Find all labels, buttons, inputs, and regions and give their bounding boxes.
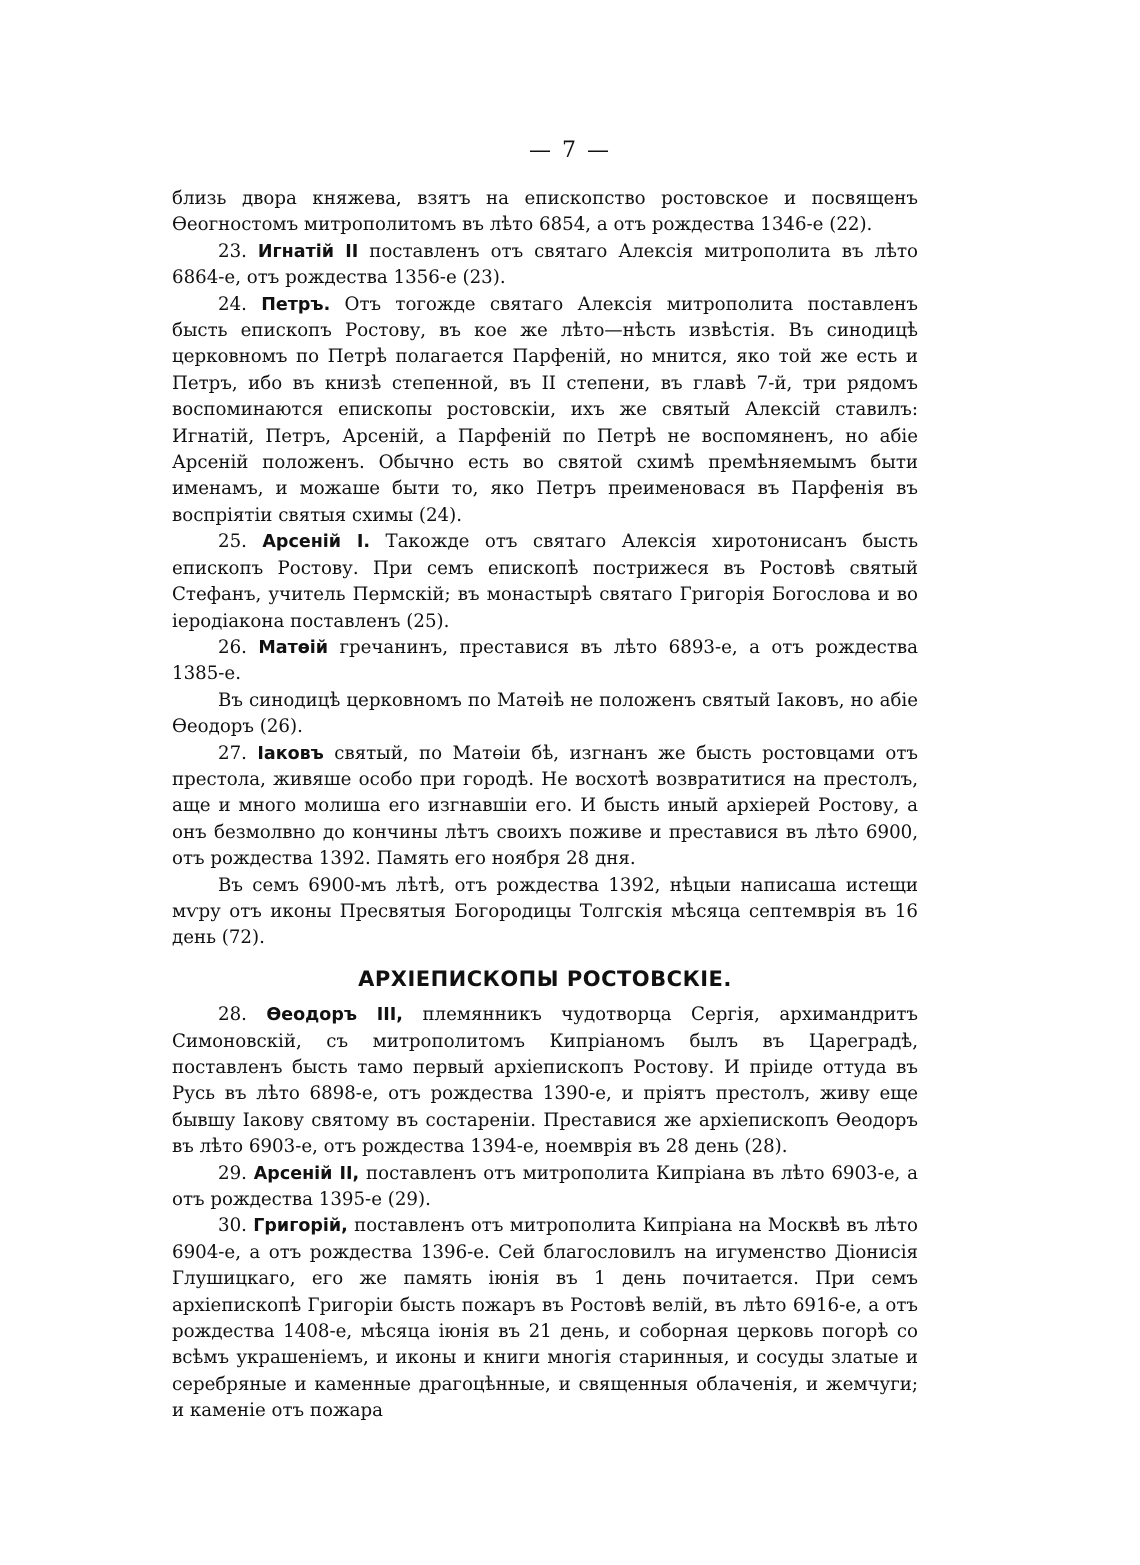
entry-23 — [172, 239, 918, 292]
section-heading: АРХІЕПИСКОПЫ РОСТОВСКІЕ. — [358, 966, 732, 991]
entry-25 — [172, 529, 918, 635]
note-27: Въ семъ 6900-мъ лѣтѣ, отъ рождества 1392, нѣцыи написаша истещи мѵру отъ иконы Пресвятыя Богородицы Толгскія мѣсяца септемврія въ 16 день (72). — [172, 874, 918, 949]
entry-text: Отъ тогожде святаго Алексія митрополита поставленъ бысть епископъ Ростову, въ кое же лѣто—нѣсть извѣстія. Въ синодицѣ церковномъ по Петрѣ полагается Парфеній, но мнится, яко той же есть и Петръ, ибо въ книзѣ степенной, въ II степени, въ главѣ 7-й, три рядомъ воспоминаются епископы ростовскіи, ихъ же святый Алексій ставилъ: Игнатій, Петръ, Арсеній, а Парфеній по Петрѣ не воспомяненъ, но абіе Арсеній положенъ. Обычно есть во святой схимѣ премѣняемымъ быти именамъ, и можаше быти то, яко Петръ преименовася въ Парфенія въ воспріятіи святыя схимы (24). — [172, 293, 918, 526]
entry-30 — [172, 1213, 918, 1424]
entry-text: поставленъ отъ святаго Алексія митрополита въ лѣто 6864-е, отъ рождества 1356-е (23). — [172, 240, 918, 289]
entry-text: гречанинъ, преставися въ лѣто 6893-е, а отъ рождества 1385-е. — [172, 636, 918, 685]
entry-name: Петръ. — [261, 294, 331, 315]
entry-number: 30. — [218, 1215, 247, 1237]
entry-number: 25. — [218, 531, 247, 553]
page-number: — 7 — — [529, 138, 611, 163]
intro-paragraph: близь двора княжева, взятъ на епископство ростовское и посвященъ Өеогностомъ митрополитомъ въ лѣто 6854, а отъ рождества 1346-е (22). — [172, 188, 918, 236]
entry-name: Арсеній II, — [253, 1163, 360, 1184]
entry-26 — [172, 635, 918, 688]
entry-name: Матөій — [258, 637, 329, 658]
entry-number: 28. — [218, 1004, 247, 1026]
entry-number: 27. — [218, 742, 247, 764]
entry-name: Григорій, — [253, 1216, 348, 1237]
entry-29 — [172, 1161, 918, 1214]
entry-name: Өеодоръ III, — [266, 1005, 403, 1026]
entry-text: поставленъ отъ митрополита Кипріана въ лѣто 6903-е, а отъ рождества 1395-е (29). — [172, 1162, 918, 1211]
entry-number: 29. — [218, 1162, 247, 1184]
entry-24 — [172, 292, 918, 530]
entry-text: святый, по Матөіи бѣ, изгнанъ же бысть ростовцами отъ престола, живяше особо при городѣ. Не восхотѣ возвратитися на престолъ, аще и много молиша его изгнавшіи его. И бысть иный архіерей Ростову, а онъ безмолвно до кончины лѣтъ своихъ поживе и преставися въ лѣто 6900, отъ рождества 1392. Память его ноября 28 дня. — [172, 742, 918, 870]
entry-text: Такожде отъ святаго Алексія хиротонисанъ бысть епископъ Ростову. При семъ епископѣ пострижеся въ Ростовѣ святый Стефанъ, учитель Пермскій; въ монастырѣ святаго Григорія Богослова и во іеродіакона поставленъ (25). — [172, 531, 918, 632]
entry-27 — [172, 741, 918, 873]
entry-text: поставленъ отъ митрополита Кипріана на Москвѣ въ лѣто 6904-е, а отъ рождества 1396-е. Сей благословилъ на игуменство Діонисія Глушицкаго, его же память іюнія въ 1 день почитается. При семъ архіепископѣ Григоріи бысть пожаръ въ Ростовѣ велій, въ лѣто 6916-е, а отъ рождества 1408-е, мѣсяца іюнія въ 21 день, и соборная церковь погорѣ со всѣмъ украшеніемъ, и иконы и книги многія старинныя, и сосуды златые и серебряные и каменные драгоцѣнные, и священныя облаченія, и жемчуги; и каменіе отъ пожара — [172, 1215, 918, 1422]
entry-name: Игнатій II — [257, 241, 359, 262]
entry-text: племянникъ чудотворца Сергія, архимандритъ Симоновскій, съ митрополитомъ Кипріаномъ былъ въ Цареградѣ, поставленъ бысть тамо первый архіепископъ Ростову. И пріиде оттуда въ Русь въ лѣто 6898-е, отъ рождества 1390-е, и пріятъ престолъ, живу еще бывшу Іакову святому въ состареніи. Преставися же архіепископъ Өеодоръ въ лѣто 6903-е, отъ рождества 1394-е, ноемврія въ 28 день (28). — [172, 1004, 918, 1158]
entry-number: 26. — [218, 636, 247, 658]
entry-number: 24. — [218, 293, 247, 315]
note-26: Въ синодицѣ церковномъ по Матөіѣ не положенъ святый Іаковъ, но абіе Өеодоръ (26). — [172, 689, 918, 738]
entry-28 — [172, 1002, 918, 1160]
text-body — [172, 186, 918, 1425]
entry-name: Арсеній I. — [262, 532, 370, 553]
entry-name: Іаковъ — [257, 743, 324, 764]
entry-number: 23. — [218, 240, 247, 262]
